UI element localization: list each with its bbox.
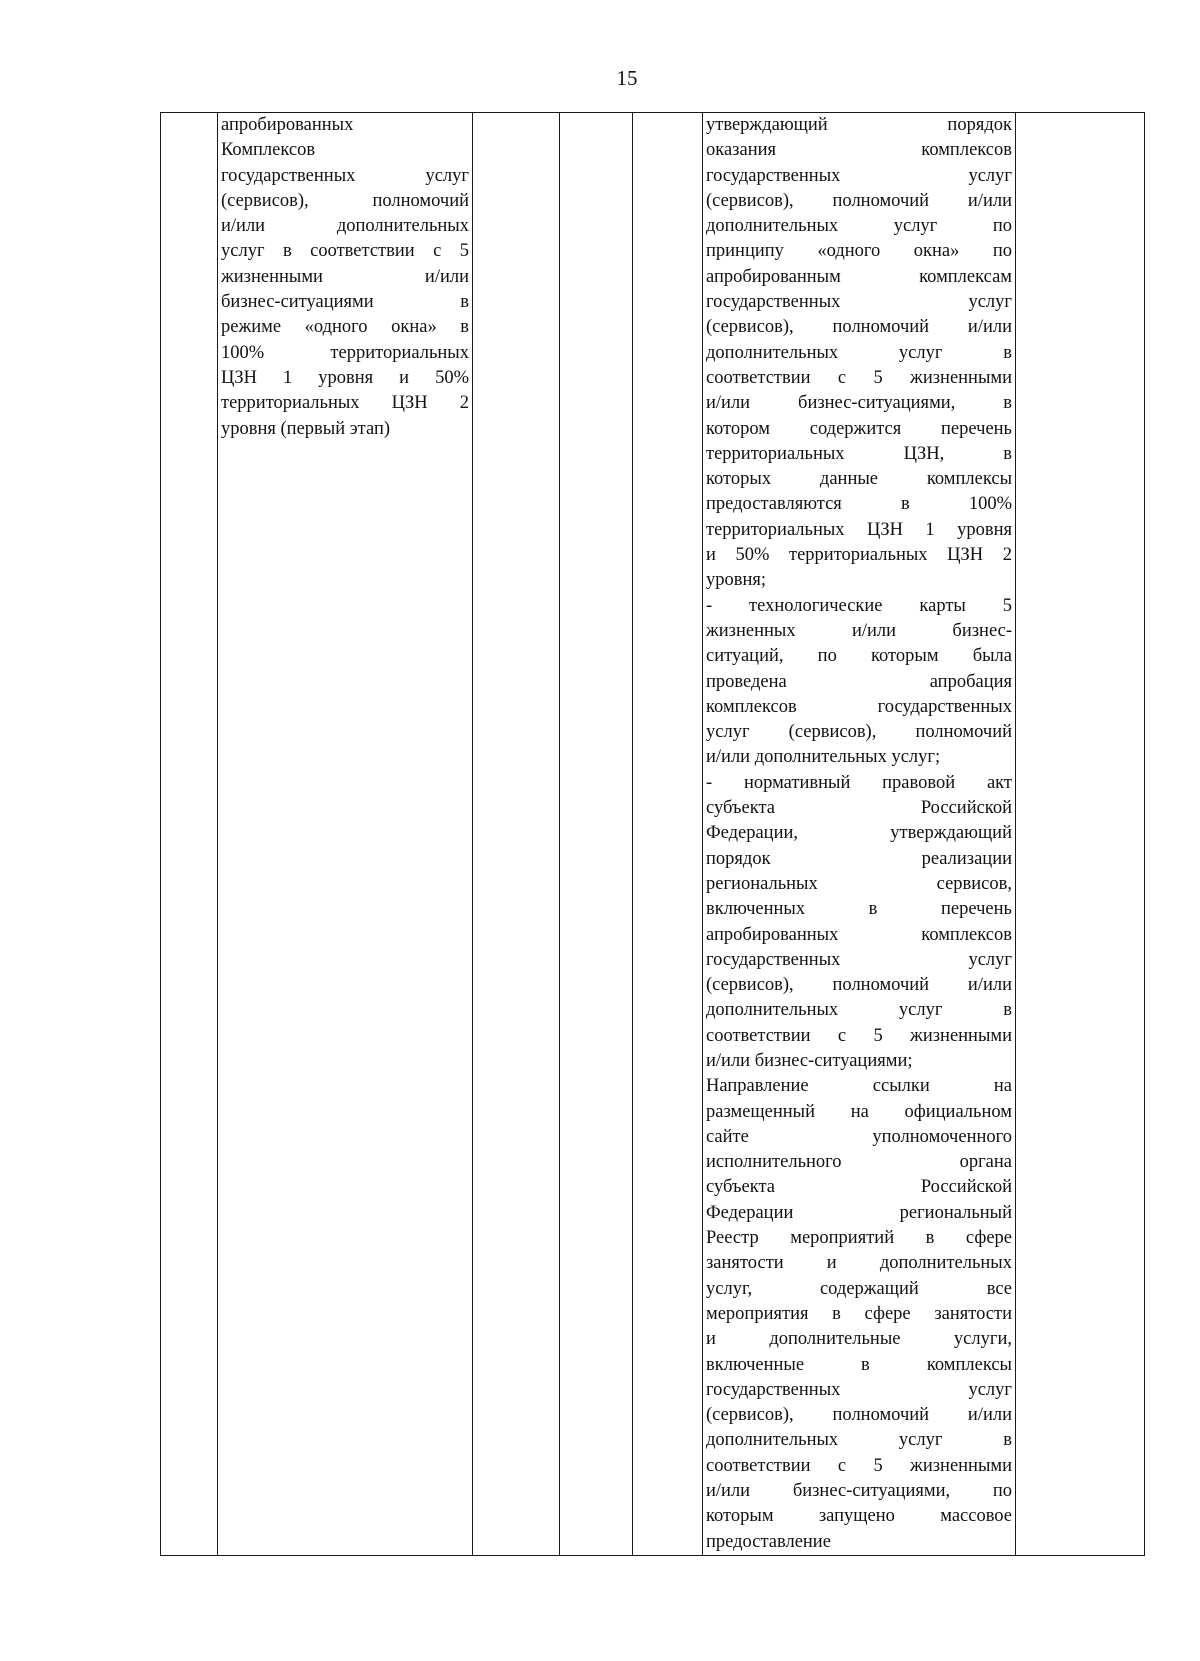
result-documents-line: услуг, содержащий все <box>706 1278 1012 1299</box>
result-documents-line: которым запущено массовое <box>706 1506 1012 1527</box>
result-documents-line: апробированных комплексов <box>706 924 1012 945</box>
result-documents-line: сайте уполномоченного <box>706 1126 1012 1147</box>
result-documents-line: государственных услуг <box>706 165 1012 186</box>
event-name-line: территориальных ЦЗН 2 <box>221 393 469 414</box>
event-name-line: режиме «одного окна» в <box>221 317 469 338</box>
result-documents-line: и/или бизнес-ситуациями, в <box>706 393 1012 414</box>
result-documents-line: (сервисов), полномочий и/или <box>706 975 1012 996</box>
result-documents-line: занятости и дополнительных <box>706 1253 1012 1274</box>
event-name-line: и/или дополнительных <box>221 216 469 237</box>
table-cell-result-documents <box>703 113 1016 1556</box>
event-name-line: государственных услуг <box>221 165 469 186</box>
table-cell-col3 <box>473 113 560 1556</box>
result-documents-line: дополнительных услуг в <box>706 342 1012 363</box>
result-documents-line: государственных услуг <box>706 949 1012 970</box>
result-documents-line: порядок реализации <box>706 848 1012 869</box>
event-name-line: апробированных <box>221 115 354 135</box>
result-documents-line: и/или бизнес-ситуациями, по <box>706 1481 1012 1502</box>
event-name-line: уровня (первый этап) <box>221 418 391 439</box>
result-documents-line: государственных услуг <box>706 292 1012 313</box>
result-documents-line: ситуаций, по которым была <box>706 646 1012 667</box>
result-documents-line: оказания комплексов <box>706 140 1012 161</box>
result-documents-line: субъекта Российской <box>706 1177 1012 1198</box>
result-documents-line: и/или дополнительных услуг; <box>706 747 941 768</box>
result-documents-line: предоставляются в 100% <box>706 494 1012 515</box>
result-documents-line: территориальных ЦЗН 1 уровня <box>706 519 1012 540</box>
result-documents-line: Реестр мероприятий в сфере <box>706 1228 1012 1249</box>
event-name-text <box>221 113 469 442</box>
result-documents-line: дополнительных услуг в <box>706 1430 1012 1451</box>
event-name-line: услуг в соответствии с 5 <box>221 241 469 262</box>
result-documents-line: уровня; <box>706 570 767 591</box>
event-name-line: (сервисов), полномочий <box>221 190 469 211</box>
result-documents-line: субъекта Российской <box>706 798 1012 819</box>
result-documents-line: соответствии с 5 жизненными <box>706 1455 1012 1476</box>
table-row <box>161 113 1145 1556</box>
result-documents-line: котором содержится перечень <box>706 418 1012 439</box>
result-documents-line: комплексов государственных <box>706 696 1012 717</box>
result-documents-line: и 50% территориальных ЦЗН 2 <box>706 545 1012 566</box>
result-documents-line: и дополнительные услуги, <box>706 1329 1012 1350</box>
result-documents-line: (сервисов), полномочий и/или <box>706 317 1012 338</box>
result-documents-line: апробированным комплексам <box>706 266 1012 287</box>
event-name-line: ЦЗН 1 уровня и 50% <box>221 367 469 388</box>
result-documents-text <box>706 113 1012 1555</box>
result-documents-line: (сервисов), полномочий и/или <box>706 190 1012 211</box>
result-documents-line: включенных в перечень <box>706 899 1012 920</box>
table-cell-event-name <box>218 113 473 1556</box>
result-documents-line: дополнительных услуг по <box>706 216 1012 237</box>
result-documents-line: - нормативный правовой акт <box>706 772 1012 793</box>
result-documents-line: - технологические карты 5 <box>706 595 1012 616</box>
result-documents-line: предоставление <box>706 1531 831 1552</box>
result-documents-line: Федерации, утверждающий <box>706 823 1012 844</box>
event-name-line: бизнес-ситуациями в <box>221 292 469 313</box>
result-documents-line: (сервисов), полномочий и/или <box>706 1405 1012 1426</box>
table-cell-col4 <box>560 113 633 1556</box>
result-documents-line: и/или бизнес-ситуациями; <box>706 1050 913 1071</box>
result-documents-line: размещенный на официальном <box>706 1101 1012 1122</box>
result-documents-line: Федерации региональный <box>706 1202 1012 1223</box>
result-documents-line: включенные в комплексы <box>706 1354 1012 1375</box>
result-documents-line: дополнительных услуг в <box>706 1000 1012 1021</box>
result-documents-line: соответствии с 5 жизненными <box>706 1025 1012 1046</box>
result-documents-line: соответствии с 5 жизненными <box>706 367 1012 388</box>
result-documents-line: территориальных ЦЗН, в <box>706 443 1012 464</box>
result-documents-line: Направление ссылки на <box>706 1076 1012 1097</box>
table-cell-col5 <box>633 113 703 1556</box>
result-documents-line: государственных услуг <box>706 1379 1012 1400</box>
result-documents-line: региональных сервисов, <box>706 873 1012 894</box>
event-name-line: Комплексов <box>221 140 316 161</box>
result-documents-line: утверждающий порядок <box>706 115 1012 135</box>
page-number: 15 <box>616 66 638 90</box>
document-table <box>160 112 1145 1556</box>
result-documents-line: проведена апробация <box>706 671 1012 692</box>
table-cell-col7 <box>1016 113 1145 1556</box>
result-documents-line: жизненных и/или бизнес- <box>706 620 1012 641</box>
result-documents-line: принципу «одного окна» по <box>706 241 1012 262</box>
result-documents-line: которых данные комплексы <box>706 469 1012 490</box>
result-documents-line: исполнительного органа <box>706 1152 1012 1173</box>
table-cell-number <box>161 113 218 1556</box>
result-documents-line: услуг (сервисов), полномочий <box>706 722 1012 743</box>
result-documents-line: мероприятия в сфере занятости <box>706 1303 1012 1324</box>
event-name-line: жизненными и/или <box>221 266 469 287</box>
event-name-line: 100% территориальных <box>221 342 469 363</box>
